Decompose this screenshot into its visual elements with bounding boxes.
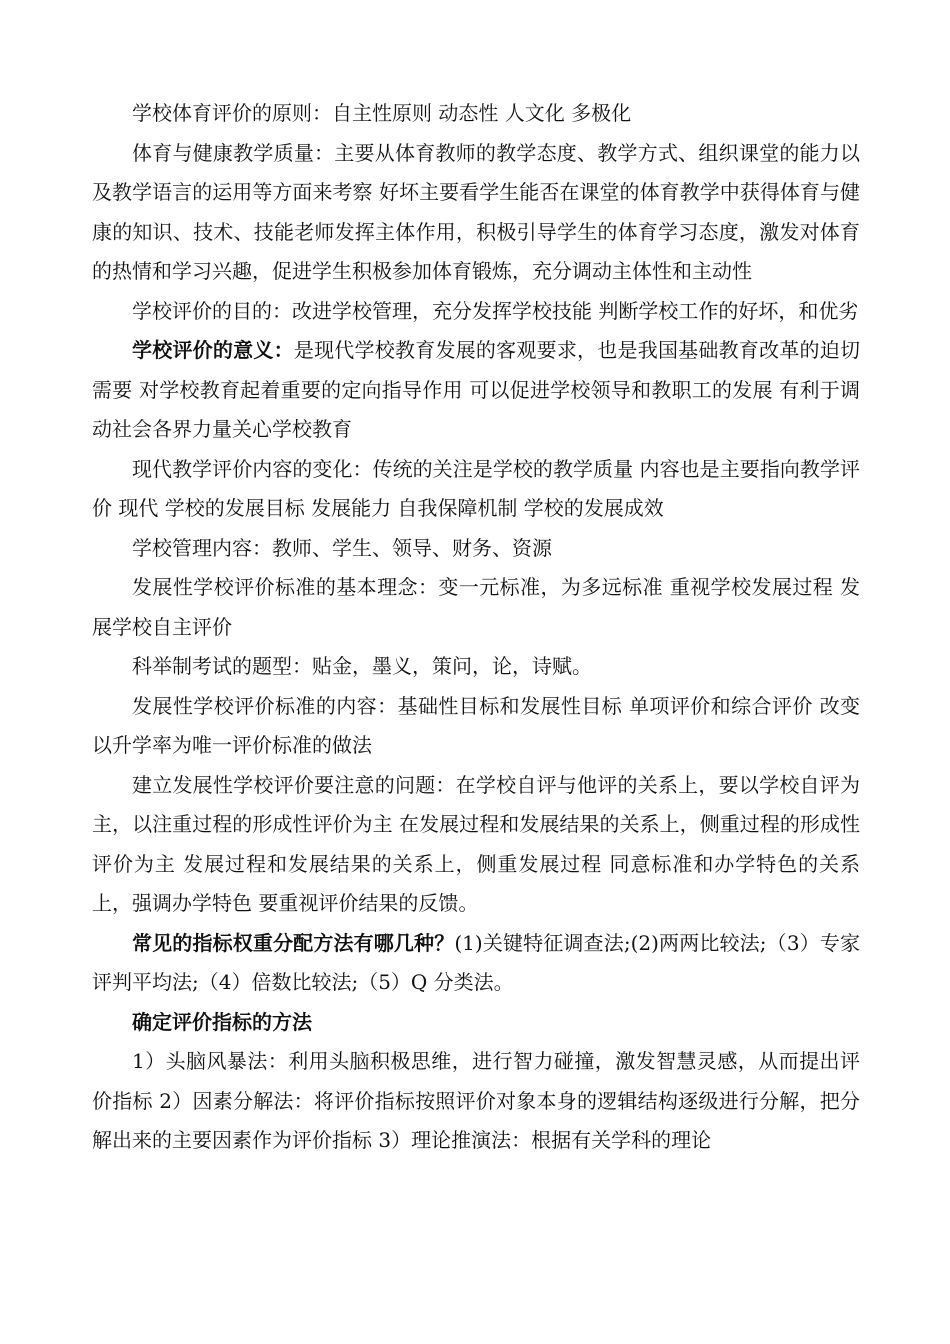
- paragraph-5: [92, 450, 860, 529]
- document-body: [92, 94, 860, 1161]
- paragraph-text: 学校管理内容：教师、学生、领导、财务、资源: [132, 535, 552, 560]
- paragraph-6: [92, 529, 860, 569]
- paragraph-4: [92, 331, 860, 450]
- paragraph-text: 建立发展性学校评价要注意的问题：在学校自评与他评的关系上，要以学校自评为主，以注重过程的形成性评价为主 在发展过程和发展结果的关系上，侧重过程的形成性评价为主 发展过程和发展结果的关系上，侧重发展过程 同意标准和办学特色的关系上，强调办学特色 要重视评价结果的反馈。: [92, 772, 860, 915]
- paragraph-heading: 学校评价的意义：: [132, 338, 294, 362]
- paragraph-text: 发展性学校评价标准的基本理念：变一元标准，为多远标准 重视学校发展过程 发展学校自主评价: [92, 575, 860, 639]
- paragraph-text: 发展性学校评价标准的内容：基础性目标和发展性目标 单项评价和综合评价 改变以升学率为唯一评价标准的做法: [92, 693, 860, 757]
- paragraph-text: (1)关键特征调查法;(2)两两比较法;（3）专家评判平均法;（4）倍数比较法;（5）Q 分类法。: [92, 930, 860, 994]
- paragraph-9: [92, 687, 860, 766]
- paragraph-3: [92, 292, 860, 332]
- paragraph-11: [92, 924, 860, 1003]
- paragraph-text: 科举制考试的题型：贴金，墨义，策问，论，诗赋。: [132, 654, 592, 678]
- paragraph-10: [92, 766, 860, 924]
- paragraph-heading: 确定评价指标的方法: [132, 1009, 312, 1034]
- paragraph-text: 现代教学评价内容的变化：传统的关注是学校的教学质量 内容也是主要指向教学评价 现代 学校的发展目标 发展能力 自我保障机制 学校的发展成效: [92, 456, 860, 520]
- paragraph-13: [92, 1042, 860, 1161]
- paragraph-text: 是现代学校教育发展的客观要求，也是我国基础教育改革的迫切需要 对学校教育起着重要的定向指导作用 可以促进学校领导和教职工的发展 有利于调动社会各界力量关心学校教育: [92, 338, 861, 441]
- paragraph-1: [92, 94, 860, 134]
- paragraph-text: 体育与健康教学质量：主要从体育教师的教学态度、教学方式、组织课堂的能力以及教学语言的运用等方面来考察 好坏主要看学生能否在课堂的体育教学中获得体育与健康的知识、技术、技能老师发挥主体作用，积极引导学生的体育学习态度，激发对体育的热情和学习兴趣，促进学生积极参加体育锻炼，充分调动主体性和主动性: [92, 140, 860, 283]
- paragraph-7: [92, 568, 860, 647]
- paragraph-heading: 常见的指标权重分配方法有哪几种？: [132, 930, 455, 955]
- paragraph-8: [92, 647, 860, 687]
- paragraph-text: 1）头脑风暴法：利用头脑积极思维，进行智力碰撞，激发智慧灵感，从而提出评价指标 2）因素分解法：将评价指标按照评价对象本身的逻辑结构逐级进行分解，把分解出来的主要因素作为评价指标 3）理论推演法：根据有关学科的理论: [92, 1049, 860, 1152]
- paragraph-2: [92, 134, 860, 292]
- paragraph-text: 学校体育评价的原则：自主性原则 动态性 人文化 多极化: [132, 101, 632, 125]
- paragraph-12: [92, 1003, 860, 1043]
- paragraph-text: 学校评价的目的：改进学校管理，充分发挥学校技能 判断学校工作的好坏，和优劣: [132, 298, 859, 323]
